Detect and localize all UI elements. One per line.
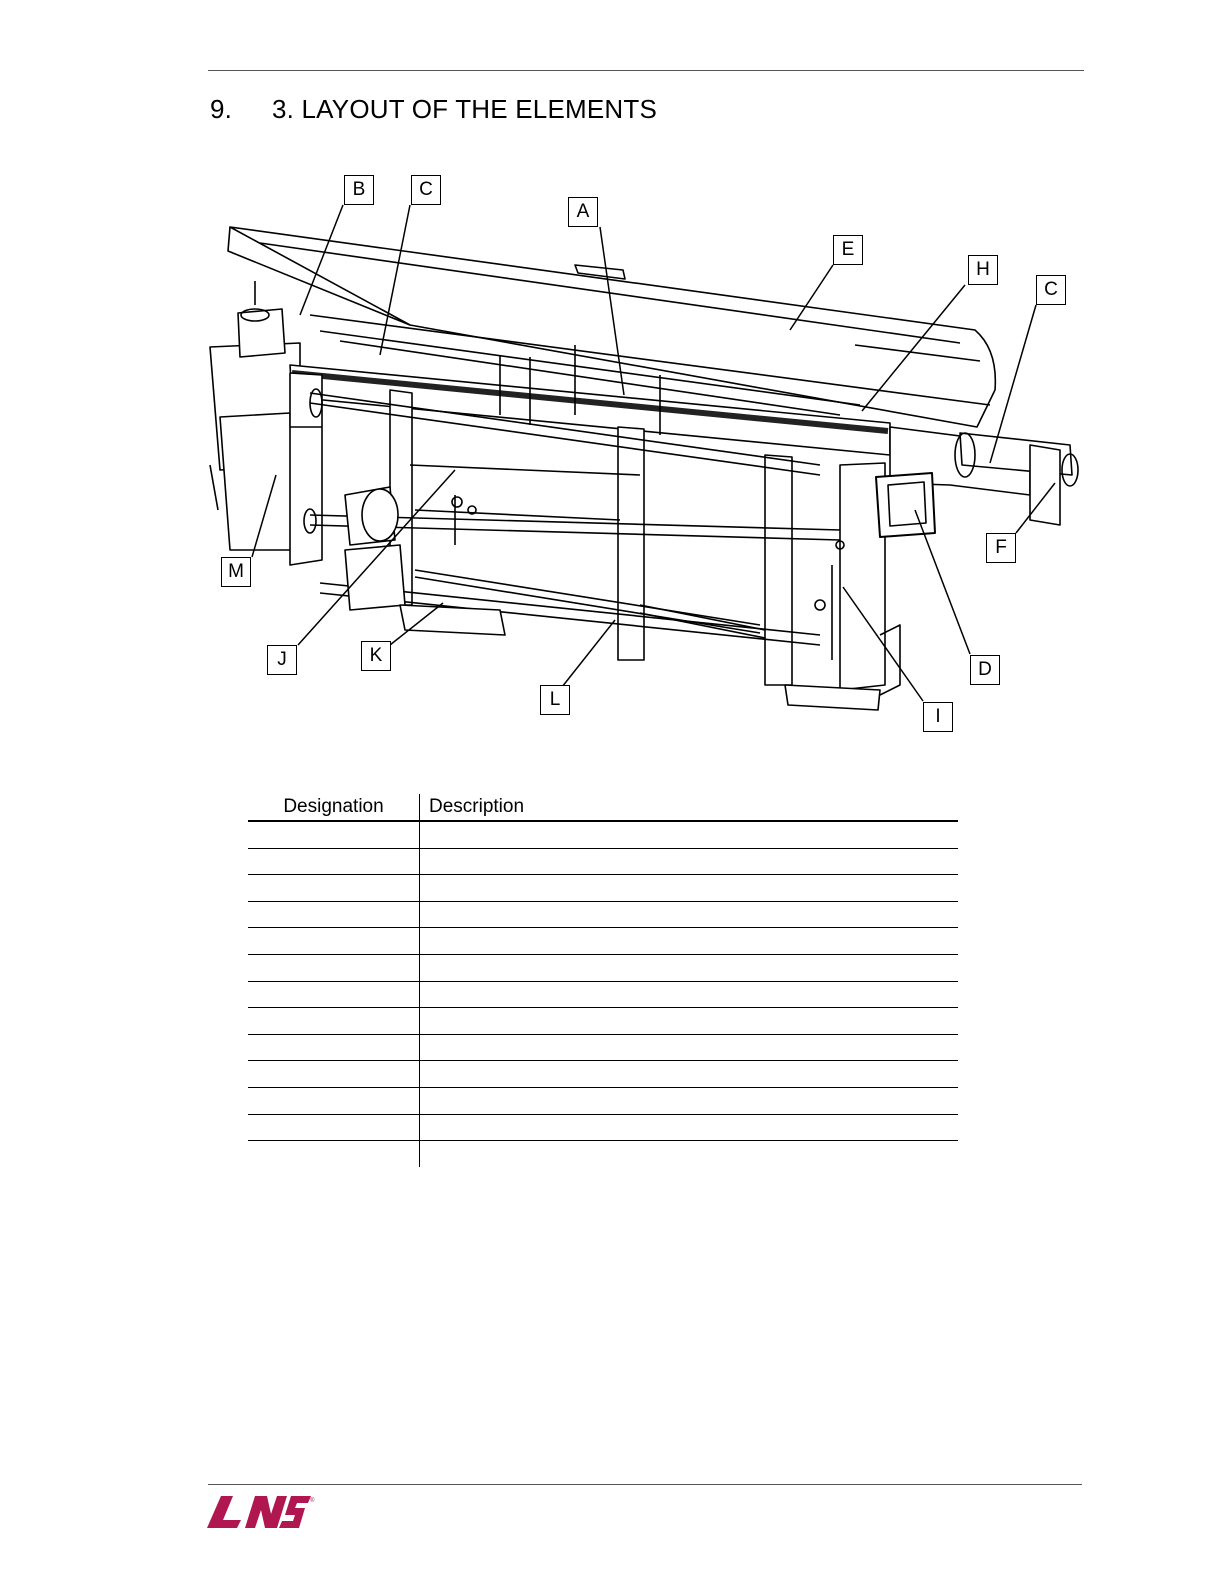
description-cell <box>420 848 959 875</box>
designation-cell <box>248 875 420 902</box>
description-cell <box>420 981 959 1008</box>
callout-k: K <box>361 641 391 671</box>
designation-cell <box>248 1008 420 1035</box>
table-row <box>248 954 958 981</box>
table-row <box>248 1061 958 1088</box>
description-cell <box>420 1114 959 1141</box>
section-number: 9. <box>210 94 233 124</box>
callout-b: B <box>344 175 374 205</box>
lns-logo <box>207 1494 317 1530</box>
callout-l: L <box>540 685 570 715</box>
designation-cell <box>248 954 420 981</box>
table-row <box>248 1008 958 1035</box>
designation-cell <box>248 821 420 848</box>
table-row <box>248 1087 958 1114</box>
callout-e: E <box>833 235 863 265</box>
table-row <box>248 1034 958 1061</box>
description-header: Description <box>420 794 959 821</box>
callout-j: J <box>267 645 297 675</box>
table-row <box>248 875 958 902</box>
description-cell <box>420 1141 959 1167</box>
designation-cell <box>248 1061 420 1088</box>
section-heading <box>210 94 657 125</box>
designation-cell <box>248 848 420 875</box>
callout-c-right: C <box>1036 275 1066 305</box>
bar-feeder-drawing <box>200 165 1100 745</box>
lns-logo-mark <box>207 1494 317 1530</box>
description-cell <box>420 1008 959 1035</box>
table-row <box>248 848 958 875</box>
header-rule <box>208 70 1084 71</box>
designation-table <box>248 794 958 1167</box>
description-cell <box>420 901 959 928</box>
table-header-row <box>248 794 958 821</box>
description-cell <box>420 1061 959 1088</box>
footer-rule <box>208 1484 1082 1485</box>
description-cell <box>420 1087 959 1114</box>
table-row <box>248 981 958 1008</box>
callout-a: A <box>568 197 598 227</box>
designation-cell <box>248 928 420 955</box>
callout-d: D <box>970 655 1000 685</box>
section-title: 3. LAYOUT OF THE ELEMENTS <box>272 94 657 124</box>
designation-cell <box>248 1114 420 1141</box>
callout-m: M <box>221 557 251 587</box>
description-cell <box>420 928 959 955</box>
callout-h: H <box>968 255 998 285</box>
callout-f: F <box>986 533 1016 563</box>
designation-cell <box>248 1087 420 1114</box>
machine-layout-figure <box>200 165 1100 745</box>
description-cell <box>420 821 959 848</box>
table-row <box>248 821 958 848</box>
table-row <box>248 901 958 928</box>
designation-cell <box>248 1141 420 1167</box>
table-row <box>248 928 958 955</box>
designation-cell <box>248 981 420 1008</box>
table-row <box>248 1141 958 1167</box>
description-cell <box>420 954 959 981</box>
callout-i: I <box>923 702 953 732</box>
callout-c: C <box>411 175 441 205</box>
description-cell <box>420 875 959 902</box>
table-row <box>248 1114 958 1141</box>
svg-text:®: ® <box>310 1498 315 1504</box>
designation-cell <box>248 1034 420 1061</box>
designation-header: Designation <box>248 794 420 821</box>
description-cell <box>420 1034 959 1061</box>
designation-cell <box>248 901 420 928</box>
